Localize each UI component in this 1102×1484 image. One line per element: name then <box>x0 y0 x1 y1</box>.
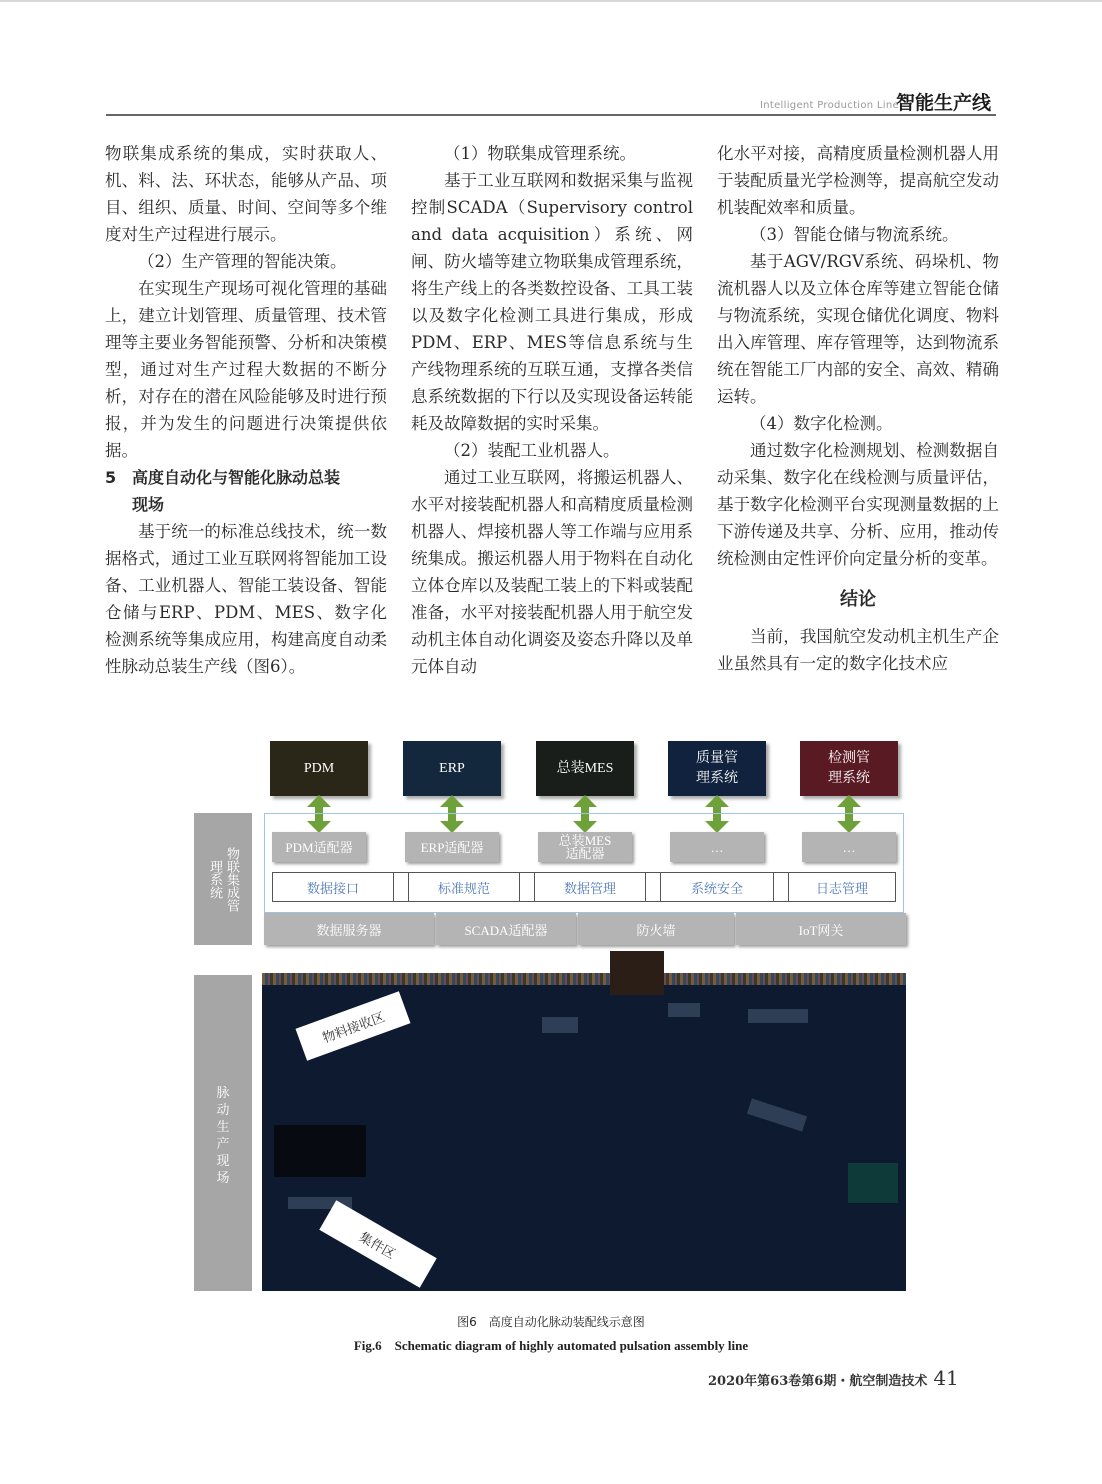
paragraph: 基于AGV/RGV系统、码垛机、物流机器人以及立体仓库等建立智能仓储与物流系统，实现仓储优化调度、物料出入库管理、库存管理等，达到物流系统在智能工厂内部的安全、高效、精确运转。 <box>717 252 999 406</box>
figure-6 <box>190 735 910 1300</box>
system-box-pdm: PDM <box>270 741 368 796</box>
paragraph: （2）生产管理的智能决策。 <box>138 252 347 271</box>
label-iot-management <box>194 813 252 945</box>
interface-log: 日志管理 <box>815 880 868 896</box>
paragraph: 基于统一的标准总线技术，统一数据格式，通过工业互联网将智能加工设备、工业机器人、智能工装设备、智能仓储与ERP、PDM、MES、数字化检测系统等集成应用，构建高度自动柔性脉动总装生产线（图6）。 <box>105 522 387 676</box>
interface-separator <box>645 873 661 901</box>
adapter-mes: 总装MES适配器 <box>538 832 632 862</box>
floor-equipment <box>848 1163 898 1203</box>
paragraph: 在实现生产现场可视化管理的基础上，建立计划管理、质量管理、技术管理等主要业务智能预警、分析和决策模型，通过对生产过程大数据的不断分析，对存在的潜在风险能够及时进行预报，并为发生的问题进行决策提供依据。 <box>105 279 387 460</box>
interface-separator <box>519 873 535 901</box>
label-production-floor <box>194 975 252 1291</box>
floor-equipment <box>610 951 664 995</box>
header-rule <box>106 114 996 116</box>
paragraph: （4）数字化检测。 <box>750 414 893 433</box>
paragraph: 通过工业互联网，将搬运机器人、水平对接装配机器人和高精度质量检测机器人、焊接机器人等工作端与应用系统集成。搬运机器人用于物料在自动化立体仓库以及装配工装上的下料或装配准备，水平对接装配机器人用于航空发动机主体自动化调姿及姿态升降以及单元体自动 <box>411 468 693 676</box>
paragraph: 通过数字化检测规划、检测数据自动采集、数字化在线检测与质量评估，基于数字化检测平台实现测量数据的上下游传递及共享、分析、应用，推动传统检测由定性评价向定量分析的变革。 <box>717 441 999 568</box>
adapter-erp: ERP适配器 <box>405 832 499 862</box>
floor-equipment <box>668 1003 700 1017</box>
header-english: Intelligent Production Line <box>760 100 899 111</box>
bar-scada: SCADA适配器 <box>436 913 576 945</box>
zone-kitting: 集件区 <box>319 1200 436 1287</box>
adapter-pdm: PDM适配器 <box>272 832 366 862</box>
interface-standard: 标准规范 <box>437 880 490 896</box>
interface-row <box>272 872 896 902</box>
text-column-1 <box>105 140 387 680</box>
adapter-more-2: … <box>802 832 896 862</box>
label-iot-management-text: 物联集成管理系统 <box>207 846 239 912</box>
system-box-quality: 质量管理系统 <box>668 741 766 796</box>
figure-caption-english: Fig.6 Schematic diagram of highly automated pulsation assembly line <box>353 1338 749 1353</box>
section-title-line1: 高度自动化与智能化脉动总装 <box>132 468 341 487</box>
paragraph: （1）物联集成管理系统。 <box>444 144 636 163</box>
interface-security: 系统安全 <box>690 880 743 896</box>
floor-equipment <box>747 1098 807 1131</box>
paragraph: 物联集成系统的集成，实时获取人、机、料、法、环状态，能够从产品、项目、组织、质量、时间、空间等多个维度对生产过程进行展示。 <box>105 144 387 244</box>
section-heading-5 <box>105 464 387 518</box>
section-number: 5 <box>105 468 117 487</box>
adapter-more-1: … <box>670 832 764 862</box>
interface-data-management: 数据管理 <box>563 880 616 896</box>
conclusion-heading: 结论 <box>840 589 876 610</box>
interface-separator <box>773 873 789 901</box>
floor-equipment <box>274 1125 366 1177</box>
paragraph: 基于工业互联网和数据采集与监视控制SCADA（Supervisory control and data acquisition）系统、网闸、防火墙等建立物联集成管理系统，将生产线上的各类数控设备、工具工装以及数字化检测工具进行集成，形成PDM、ERP、MES等信息系统与生产线物理系统的互联互通，支撑各类信息系统数据的下行以及实现设备运转能耗及故障数据的实时采集。 <box>411 171 693 433</box>
text-column-2 <box>411 140 693 680</box>
journal-info: 2020年第63卷第6期・航空制造技术 <box>708 1374 928 1389</box>
system-box-mes: 总装MES <box>536 741 634 796</box>
paragraph: （3）智能仓储与物流系统。 <box>750 225 959 244</box>
interface-separator <box>393 873 409 901</box>
text-column-3 <box>717 140 999 677</box>
floor-equipment <box>542 1017 578 1033</box>
bar-data-server: 数据服务器 <box>264 913 434 945</box>
top-rule <box>0 0 1102 2</box>
figure-caption-chinese: 图6 高度自动化脉动装配线示意图 <box>457 1315 645 1329</box>
zone-material-receiving: 物料接收区 <box>296 991 411 1061</box>
paragraph: （2）装配工业机器人。 <box>444 441 620 460</box>
bar-iot-gateway: IoT网关 <box>736 913 906 945</box>
system-box-inspection: 检测管理系统 <box>800 741 898 796</box>
header-chinese: 智能生产线 <box>896 92 992 114</box>
bar-firewall: 防火墙 <box>578 913 734 945</box>
floor-equipment <box>748 1009 808 1023</box>
paragraph: 当前，我国航空发动机主机生产企业虽然具有一定的数字化技术应 <box>717 627 999 673</box>
paragraph: 化水平对接，高精度质量检测机器人用于装配质量光学检测等，提高航空发动机装配效率和质量。 <box>717 144 999 217</box>
page-number: 41 <box>933 1366 959 1390</box>
section-title-line2: 现场 <box>132 495 165 514</box>
floor-texture <box>262 973 906 985</box>
label-production-floor-text: 脉动生产现场 <box>216 1086 230 1186</box>
production-floor-image <box>262 973 906 1291</box>
system-box-erp: ERP <box>403 741 501 796</box>
page-footer <box>708 1366 959 1390</box>
interface-data: 数据接口 <box>306 880 359 896</box>
